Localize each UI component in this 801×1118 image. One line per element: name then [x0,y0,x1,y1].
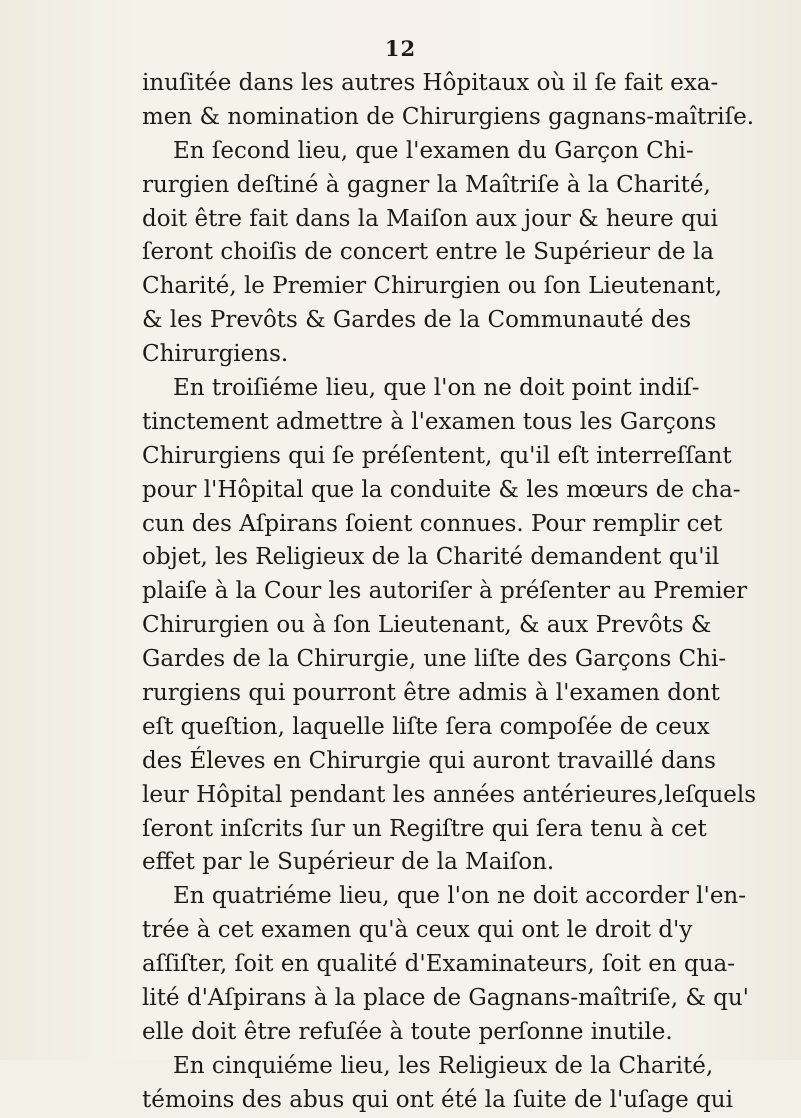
paragraph-start: En cinquiéme lieu, les Religieux de la Charité, [173,1052,714,1079]
paragraph-start: En ſecond lieu, que l'examen du Garçon Chi- [173,137,694,164]
text-line: eſt queſtion, laquelle liſte ſera compoſée de ceux [142,713,710,740]
text-line: rurgiens qui pourront être admis à l'examen dont [142,680,720,707]
text-line: doit être fait dans la Maiſon aux jour & heure qui [142,205,718,232]
text-line: leur Hôpital pendant les années antérieures,leſquels [142,781,757,808]
page-number: 12 [384,36,417,61]
text-line: témoins des abus qui ont été la ſuite de l'uſage qui [142,1086,733,1113]
paragraph-start: En troiſiéme lieu, que l'on ne doit point indiſ- [173,375,700,402]
text-line: plaiſe à la Cour les autoriſer à préſenter au Premier [142,578,748,605]
text-line: Chirurgien ou à ſon Lieutenant, & aux Prevôts & [142,612,712,639]
text-line: inuſitée dans les autres Hôpitaux où il ſe fait exa- [142,70,719,96]
paragraph-start: En quatriéme lieu, que l'on ne doit accorder l'en- [173,883,747,910]
text-line: Chirurgiens. [142,341,289,368]
text-line: rurgien deſtiné à gagner la Maîtriſe à la Charité, [142,171,711,198]
text-line: ſeront inſcrits ſur un Regiſtre qui ſera tenu à cet [142,815,707,842]
text-line: Chirurgiens qui ſe préſentent, qu'il eſt interreſſant [142,442,732,469]
text-line: effet par le Supérieur de la Maiſon. [142,849,555,876]
text-line: men & nomination de Chirurgiens gagnans-maîtriſe. [142,103,755,130]
text-line: objet, les Religieux de la Charité demandent qu'il [142,544,720,571]
text-line: pour l'Hôpital que la conduite & les mœurs de cha- [142,476,741,503]
text-line: lité d'Aſpirans à la place de Gagnans-maîtriſe, & qu' [142,985,749,1012]
text-line: Charité, le Premier Chirurgien ou ſon Lieutenant, [142,273,723,300]
text-line: elle doit être refuſée à toute perſonne inutile. [142,1018,673,1045]
body-text [142,67,792,1118]
text-line: Gardes de la Chirurgie, une liſte des Garçons Chi- [142,646,727,673]
text-line: & les Prevôts & Gardes de la Communauté des [142,307,692,334]
text-line: cun des Aſpirans ſoient connues. Pour remplir cet [142,510,723,537]
text-line: trée à cet examen qu'à ceux qui ont le droit d'y [142,917,693,944]
text-line: ſeront choiſis de concert entre le Supérieur de la [142,239,715,266]
text-line: tinctement admettre à l'examen tous les Garçons [142,408,717,435]
text-line: des Éleves en Chirurgie qui auront travaillé dans [142,747,716,774]
text-line: aſſiſter, ſoit en qualité d'Examinateurs, ſoit en qua- [142,951,736,978]
